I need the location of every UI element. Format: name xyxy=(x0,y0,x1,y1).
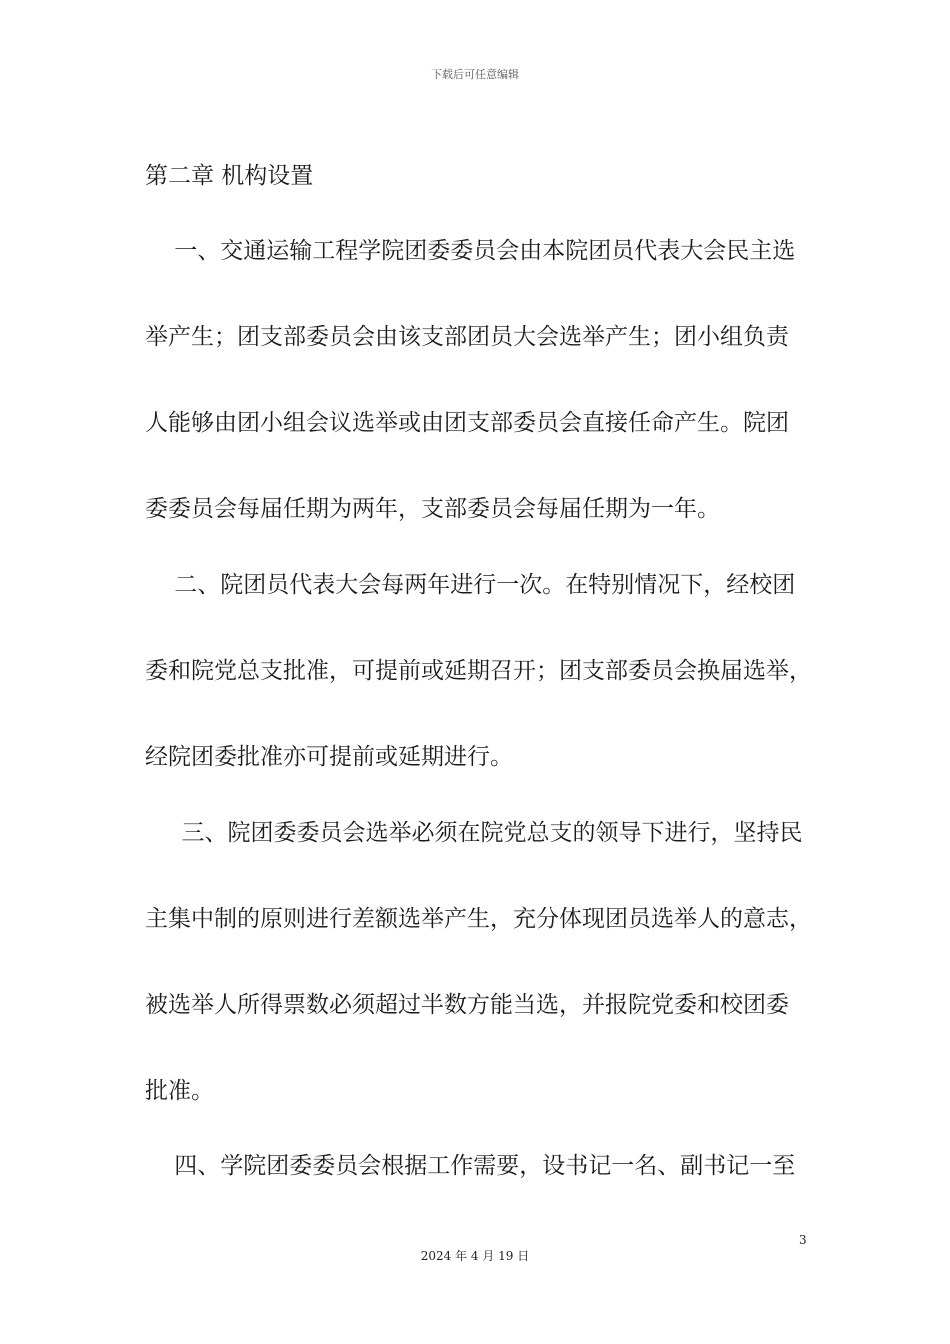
paragraph-line: 被选举人所得票数必须超过半数方能当选，并报院党委和校团委 xyxy=(145,992,789,1018)
paragraph-line: 一、交通运输工程学院团委委员会由本院团员代表大会民主选 xyxy=(145,238,796,264)
paragraph-line: 委委员会每届任期为两年，支部委员会每届任期为一年。 xyxy=(145,496,720,522)
paragraph-line: 人能够由团小组会议选举或由团支部委员会直接任命产生。院团 xyxy=(145,410,789,436)
paragraph-line: 举产生；团支部委员会由该支部团员大会选举产生；团小组负责 xyxy=(145,324,789,350)
page-number: 3 xyxy=(799,1233,807,1247)
paragraph-line: 四、学院团委委员会根据工作需要，设书记一名、副书记一至 xyxy=(145,1153,796,1179)
paragraph-line: 经院团委批准亦可提前或延期进行。 xyxy=(145,744,513,770)
paragraph-line: 三、院团委委员会选举必须在院党总支的领导下进行，坚持民 xyxy=(145,820,803,846)
document-body xyxy=(145,156,820,1179)
chapter-title: 第二章 机构设置 xyxy=(145,163,314,189)
paragraph-line: 主集中制的原则进行差额选举产生，充分体现团员选举人的意志， xyxy=(145,906,812,932)
page-header: 下载后可任意编辑 xyxy=(431,68,519,81)
paragraph-line: 批准。 xyxy=(145,1078,214,1104)
paragraph-line: 委和院党总支批准，可提前或延期召开；团支部委员会换届选举， xyxy=(145,658,812,684)
page-footer-date: 2024 年 4 月 19 日 xyxy=(420,1249,530,1263)
paragraph-line: 二、院团员代表大会每两年进行一次。在特别情况下，经校团 xyxy=(145,572,796,598)
